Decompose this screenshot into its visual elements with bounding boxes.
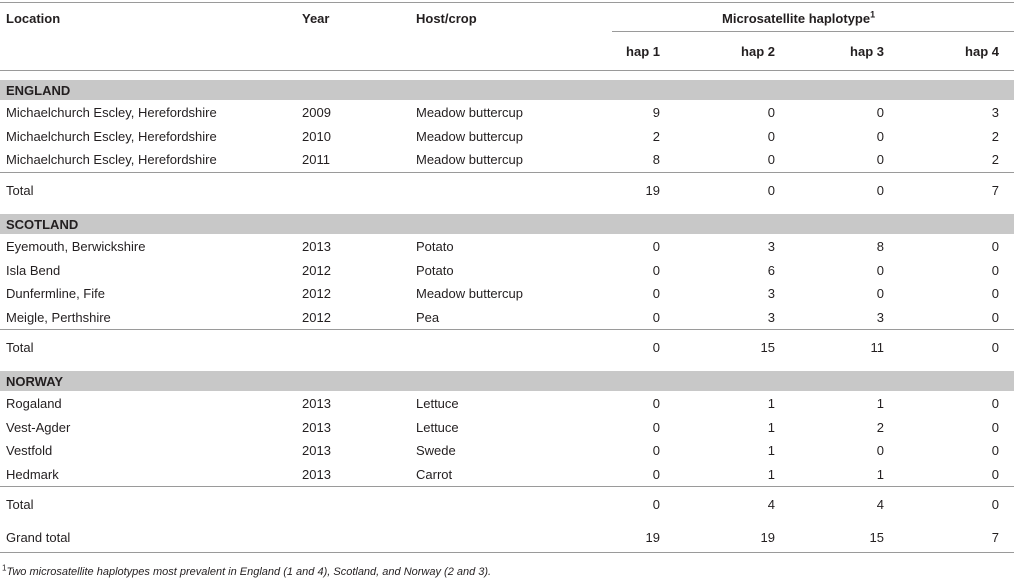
row-year: 2012 [302, 262, 331, 278]
total-hap1: 0 [652, 497, 660, 512]
section-band [0, 214, 1014, 234]
row-hap2: 0 [767, 152, 775, 167]
row-hap1: 0 [652, 309, 660, 325]
row-host: Pea [416, 309, 440, 325]
grand-total-hap4: 7 [991, 530, 999, 545]
total-hap3: 0 [876, 182, 884, 198]
total-label: Total [6, 182, 34, 198]
total-hap3: 11 [870, 340, 884, 355]
row-hap3: 0 [876, 105, 884, 120]
total-label: Total [6, 340, 34, 355]
row-host: Meadow buttercup [416, 286, 523, 301]
header-footnote-marker: 1 [870, 9, 876, 20]
row-year: 2012 [302, 286, 331, 301]
row-hap1: 2 [652, 128, 660, 144]
row-hap4: 3 [991, 105, 999, 120]
row-host: Potato [416, 262, 454, 278]
row-hap2: 0 [767, 128, 775, 144]
total-hap2: 0 [767, 182, 775, 198]
row-location: Dunfermline, Fife [6, 286, 105, 301]
row-hap4: 0 [991, 466, 999, 482]
row-location: Michaelchurch Escley, Herefordshire [6, 152, 217, 167]
row-location: Eyemouth, Berwickshire [6, 239, 146, 254]
row-location: Vest-Agder [6, 419, 71, 435]
row-hap4: 2 [991, 128, 999, 144]
row-hap3: 2 [876, 419, 884, 435]
row-hap3: 0 [876, 262, 884, 278]
row-host: Meadow buttercup [416, 105, 523, 120]
row-host: Carrot [416, 466, 453, 482]
row-year: 2013 [302, 419, 331, 435]
total-hap4: 7 [991, 182, 999, 198]
total-label: Total [6, 497, 34, 512]
total-hap3: 4 [876, 497, 884, 512]
row-hap2: 6 [767, 262, 775, 278]
row-hap4: 2 [991, 152, 999, 167]
table-bottom-rule [0, 552, 1014, 553]
row-hap1: 0 [652, 239, 660, 254]
row-hap1: 8 [652, 152, 660, 167]
section-band [0, 371, 1014, 391]
row-host: Meadow buttercup [416, 152, 523, 167]
row-hap4: 0 [991, 239, 999, 254]
row-hap2: 1 [767, 443, 775, 458]
header-year: Year [302, 11, 330, 26]
total-rule [0, 172, 1014, 173]
row-hap1: 0 [652, 396, 660, 411]
row-year: 2013 [302, 239, 331, 254]
row-hap2: 1 [767, 466, 775, 482]
section-label: ENGLAND [6, 83, 71, 98]
grand-total-hap2: 19 [760, 530, 775, 545]
table-top-rule [0, 2, 1014, 3]
row-hap2: 1 [767, 396, 775, 411]
total-hap1: 0 [652, 340, 660, 355]
row-hap1: 0 [652, 262, 660, 278]
row-location: Hedmark [6, 466, 59, 482]
row-location: Vestfold [6, 443, 53, 458]
grand-total-hap1: 19 [645, 530, 660, 545]
row-hap3: 3 [876, 309, 884, 325]
header-hap1: hap 1 [626, 44, 660, 59]
row-host: Lettuce [416, 419, 459, 435]
row-location: Meigle, Perthshire [6, 309, 111, 325]
section-label: NORWAY [6, 374, 64, 389]
row-location: Michaelchurch Escley, Herefordshire [6, 128, 217, 144]
row-hap4: 0 [991, 419, 999, 435]
row-hap1: 0 [652, 286, 660, 301]
section-band [0, 80, 1014, 100]
row-location: Michaelchurch Escley, Herefordshire [6, 105, 217, 120]
row-year: 2013 [302, 466, 331, 482]
row-hap3: 8 [876, 239, 884, 254]
total-hap4: 0 [991, 497, 999, 512]
total-hap2: 4 [767, 497, 775, 512]
row-hap3: 0 [876, 152, 884, 167]
row-hap3: 0 [876, 128, 884, 144]
header-hap3: hap 3 [850, 44, 884, 59]
total-rule [0, 486, 1014, 487]
row-year: 2010 [302, 128, 331, 144]
row-hap2: 1 [767, 419, 775, 435]
row-hap3: 1 [876, 466, 884, 482]
header-hap2: hap 2 [741, 44, 775, 59]
row-location: Rogaland [6, 396, 62, 411]
grand-total-hap3: 15 [869, 530, 884, 545]
header-haplotype-group: Microsatellite haplotype$^1$ [722, 9, 876, 26]
total-rule [0, 329, 1014, 330]
header-location: Location [6, 11, 61, 26]
row-host: Swede [416, 443, 456, 458]
row-hap1: 9 [652, 105, 660, 120]
row-hap1: 0 [652, 443, 660, 458]
row-hap3: 0 [876, 443, 884, 458]
row-hap1: 0 [652, 419, 660, 435]
row-hap4: 0 [991, 443, 999, 458]
row-year: 2013 [302, 443, 331, 458]
header-hap4: hap 4 [965, 44, 999, 59]
total-hap4: 0 [991, 340, 999, 355]
row-year: 2009 [302, 105, 331, 120]
row-hap4: 0 [991, 262, 999, 278]
row-hap2: 3 [767, 309, 775, 325]
row-hap3: 0 [876, 286, 884, 301]
row-hap2: 3 [767, 239, 775, 254]
row-hap2: 3 [767, 286, 775, 301]
grand-total-label: Grand total [6, 530, 71, 545]
row-hap2: 0 [767, 105, 775, 120]
row-hap3: 1 [876, 396, 884, 411]
row-year: 2012 [302, 309, 331, 325]
row-hap1: 0 [652, 466, 660, 482]
total-hap1: 19 [645, 182, 660, 198]
footnote: $^1$Two microsatellite haplotypes most prevalent in England (1 and 4), Scotland, and Norway (2 and 3). [2, 563, 492, 578]
section-label: SCOTLAND [6, 217, 79, 232]
row-year: 2011 [302, 152, 330, 167]
header-bottom-rule [0, 70, 1014, 71]
row-hap4: 0 [991, 396, 999, 411]
row-year: 2013 [302, 396, 331, 411]
row-hap4: 0 [991, 286, 999, 301]
total-hap2: 15 [760, 340, 775, 355]
row-host: Meadow buttercup [416, 128, 523, 144]
header-host: Host/crop [416, 11, 477, 26]
group-rule [612, 31, 1014, 32]
row-location: Isla Bend [6, 262, 61, 278]
row-host: Lettuce [416, 396, 459, 411]
row-host: Potato [416, 239, 454, 254]
row-hap4: 0 [991, 309, 999, 325]
